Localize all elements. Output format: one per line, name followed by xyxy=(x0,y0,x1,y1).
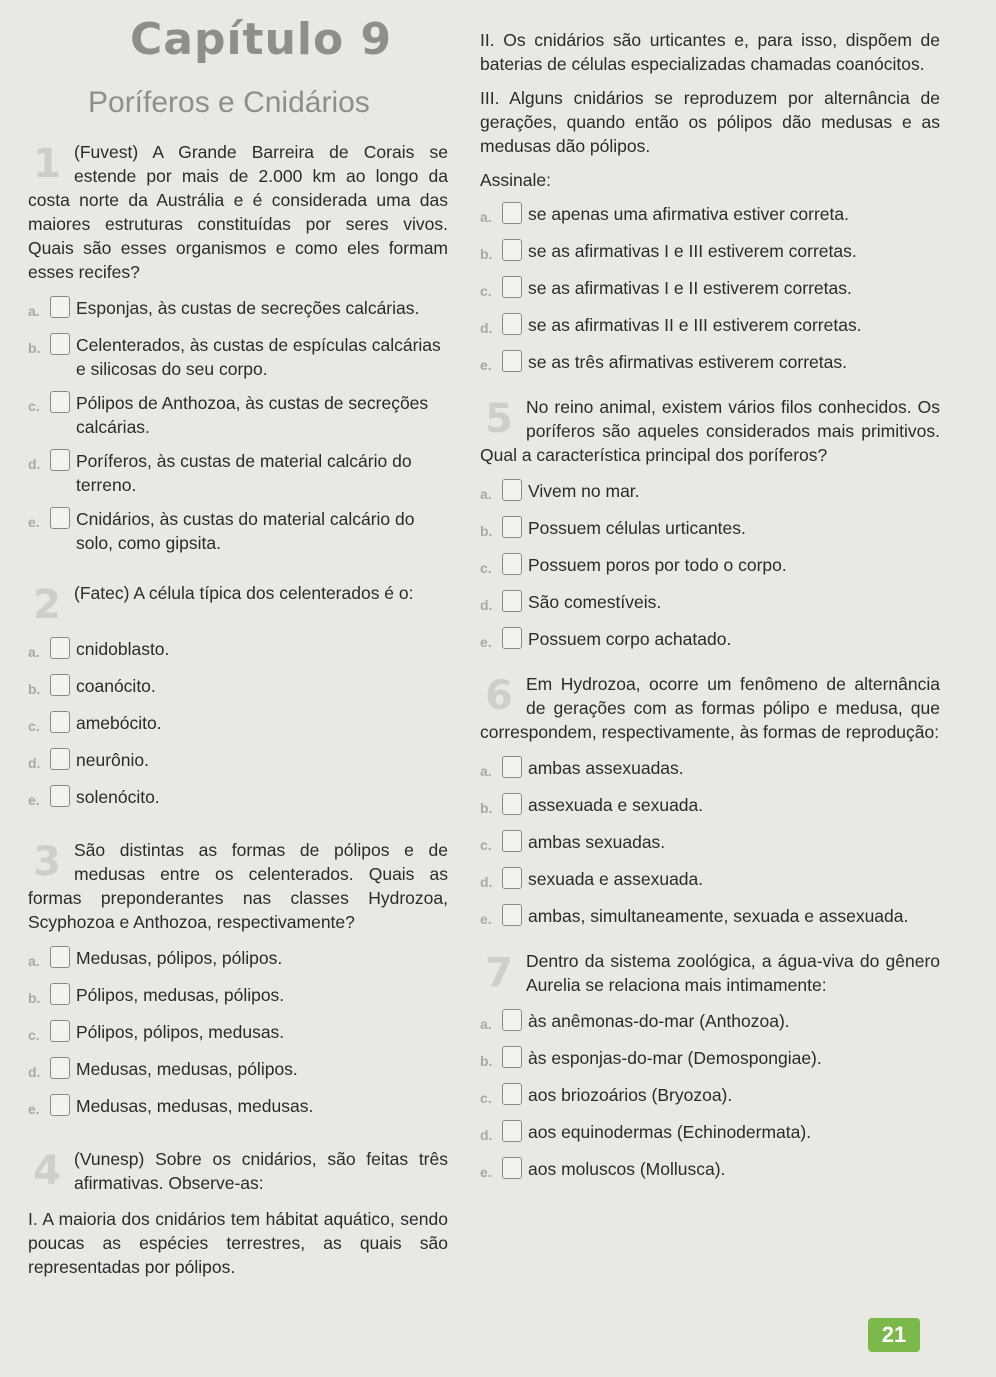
checkbox[interactable] xyxy=(502,1120,522,1142)
option-d[interactable]: d. Medusas, medusas, pólipos. xyxy=(28,1059,298,1080)
statement-2: II. Os cnidários são urticantes e, para isso, dispõem de baterias de células especializadas chamadas coanócitos. xyxy=(480,30,940,74)
option-e[interactable]: e. Cnidários, às custas do material calcário do solo, como gipsita. xyxy=(28,509,415,553)
checkbox[interactable] xyxy=(502,830,522,852)
checkbox[interactable] xyxy=(502,276,522,298)
checkbox[interactable] xyxy=(502,516,522,538)
option-a[interactable]: a. ambas assexuadas. xyxy=(480,758,684,779)
checkbox[interactable] xyxy=(50,674,70,696)
question-4-continued xyxy=(480,28,940,377)
option-e[interactable]: e. solenócito. xyxy=(28,787,160,808)
statement-1: I. A maioria dos cnidários tem hábitat aquático, sendo poucas as espécies terrestres, as quais são representadas por pólipos. xyxy=(28,1209,448,1277)
checkbox[interactable] xyxy=(502,202,522,224)
checkbox[interactable] xyxy=(50,333,70,355)
option-d[interactable]: d. neurônio. xyxy=(28,750,149,771)
checkbox[interactable] xyxy=(502,1009,522,1031)
option-b[interactable]: b. Possuem células urticantes. xyxy=(480,518,746,539)
right-column xyxy=(480,18,940,1194)
option-c[interactable]: c. Pólipos, pólipos, medusas. xyxy=(28,1022,285,1043)
question-text: 6 Em Hydrozoa, ocorre um fenômeno de alternância de gerações com as formas pólipo e medusa, que correspondem, respectivamente, às formas de reprodução: xyxy=(480,673,940,742)
checkbox[interactable] xyxy=(50,785,70,807)
option-c[interactable]: c. amebócito. xyxy=(28,713,162,734)
question-number: 7 xyxy=(485,950,513,996)
question-2 xyxy=(28,581,448,812)
question-5 xyxy=(480,395,940,654)
page-number: 21 xyxy=(868,1318,920,1352)
checkbox[interactable] xyxy=(50,983,70,1005)
checkbox[interactable] xyxy=(502,590,522,612)
option-a[interactable]: a. Vivem no mar. xyxy=(480,481,640,502)
option-b[interactable]: b. se as afirmativas I e III estiverem corretas. xyxy=(480,241,857,262)
checkbox[interactable] xyxy=(502,239,522,261)
checkbox[interactable] xyxy=(50,1020,70,1042)
option-b[interactable]: b. assexuada e sexuada. xyxy=(480,795,704,816)
option-b[interactable]: b. Celenterados, às custas de espículas calcárias e silicosas do seu corpo. xyxy=(28,335,441,379)
checkbox[interactable] xyxy=(50,946,70,968)
checkbox[interactable] xyxy=(50,711,70,733)
option-a[interactable]: a. se apenas uma afirmativa estiver correta. xyxy=(480,204,849,225)
checkbox[interactable] xyxy=(50,449,70,471)
checkbox[interactable] xyxy=(50,507,70,529)
question-6 xyxy=(480,672,940,931)
checkbox[interactable] xyxy=(502,313,522,335)
checkbox[interactable] xyxy=(502,1157,522,1179)
option-c[interactable]: c. Pólipos de Anthozoa, às custas de secreções calcárias. xyxy=(28,393,429,437)
left-column xyxy=(28,140,448,1285)
question-text: 2 (Fatec) A célula típica dos celenterados é o: xyxy=(28,581,448,605)
option-e[interactable]: e. ambas, simultaneamente, sexuada e assexuada. xyxy=(480,906,909,927)
question-number: 6 xyxy=(485,673,513,719)
question-number: 1 xyxy=(33,141,61,187)
option-b[interactable]: b. Pólipos, medusas, pólipos. xyxy=(28,985,285,1006)
checkbox[interactable] xyxy=(502,627,522,649)
option-c[interactable]: c. se as afirmativas I e II estiverem corretas. xyxy=(480,278,852,299)
chapter-title: Capítulo 9 xyxy=(130,14,393,65)
option-d[interactable]: d. São comestíveis. xyxy=(480,592,662,613)
checkbox[interactable] xyxy=(50,391,70,413)
statement-3: III. Alguns cnidários se reproduzem por alternância de gerações, quando então os pólipos dão medusas e as medusas dão pólipos. xyxy=(480,88,940,156)
question-text: 5 No reino animal, existem vários filos conhecidos. Os poríferos são aqueles considerados mais primitivos. Qual a característica principal dos poríferos? xyxy=(480,396,940,465)
option-e[interactable]: e. Possuem corpo achatado. xyxy=(480,629,732,650)
question-text: 1 (Fuvest) A Grande Barreira de Corais se estende por mais de 2.000 km ao longo da costa norte da Austrália e é considerada uma das maiores estruturas constituídas por seres vivos. Quais são esses organismos e como eles formam esses recifes? xyxy=(28,141,448,282)
checkbox[interactable] xyxy=(502,904,522,926)
checkbox[interactable] xyxy=(50,1094,70,1116)
question-4 xyxy=(28,1147,448,1279)
checkbox[interactable] xyxy=(502,756,522,778)
question-number: 5 xyxy=(485,396,513,442)
checkbox[interactable] xyxy=(502,350,522,372)
question-text: 3 São distintas as formas de pólipos e de medusas entre os celenterados. Quais as formas preponderantes nas classes Hydrozoa, Scyphozoa e Anthozoa, respectivamente? xyxy=(28,839,448,932)
option-b[interactable]: b. às esponjas-do-mar (Demospongiae). xyxy=(480,1048,822,1069)
question-prompt: Assinale: xyxy=(480,170,552,190)
option-e[interactable]: e. Medusas, medusas, medusas. xyxy=(28,1096,314,1117)
option-a[interactable]: a. Esponjas, às custas de secreções calcárias. xyxy=(28,298,420,319)
option-c[interactable]: c. aos briozoários (Bryozoa). xyxy=(480,1085,733,1106)
option-d[interactable]: d. aos equinodermas (Echinodermata). xyxy=(480,1122,812,1143)
option-c[interactable]: c. Possuem poros por todo o corpo. xyxy=(480,555,787,576)
checkbox[interactable] xyxy=(502,1046,522,1068)
option-d[interactable]: d. sexuada e assexuada. xyxy=(480,869,704,890)
question-text: 7 Dentro da sistema zoológica, a água-viva do gênero Aurelia se relaciona mais intimamente: xyxy=(480,949,940,997)
option-a[interactable]: a. Medusas, pólipos, pólipos. xyxy=(28,948,283,969)
question-number: 4 xyxy=(33,1148,61,1194)
checkbox[interactable] xyxy=(50,748,70,770)
chapter-subtitle: Poríferos e Cnidários xyxy=(88,86,370,119)
question-7 xyxy=(480,949,940,1184)
checkbox[interactable] xyxy=(50,637,70,659)
checkbox[interactable] xyxy=(502,1083,522,1105)
option-e[interactable]: e. se as três afirmativas estiverem corretas. xyxy=(480,352,847,373)
checkbox[interactable] xyxy=(502,867,522,889)
checkbox[interactable] xyxy=(502,553,522,575)
checkbox[interactable] xyxy=(50,296,70,318)
question-3 xyxy=(28,838,448,1121)
checkbox[interactable] xyxy=(502,793,522,815)
option-a[interactable]: a. cnidoblasto. xyxy=(28,639,170,660)
question-1 xyxy=(28,140,448,555)
checkbox[interactable] xyxy=(50,1057,70,1079)
option-e[interactable]: e. aos moluscos (Mollusca). xyxy=(480,1159,726,1180)
option-d[interactable]: d. Poríferos, às custas de material calcário do terreno. xyxy=(28,451,412,495)
option-d[interactable]: d. se as afirmativas II e III estiverem corretas. xyxy=(480,315,862,336)
checkbox[interactable] xyxy=(502,479,522,501)
question-number: 2 xyxy=(33,582,61,628)
option-a[interactable]: a. às anêmonas-do-mar (Anthozoa). xyxy=(480,1011,790,1032)
option-c[interactable]: c. ambas sexuadas. xyxy=(480,832,666,853)
question-number: 3 xyxy=(33,839,61,885)
option-b[interactable]: b. coanócito. xyxy=(28,676,156,697)
question-text: 4 (Vunesp) Sobre os cnidários, são feitas três afirmativas. Observe-as: xyxy=(28,1147,448,1195)
